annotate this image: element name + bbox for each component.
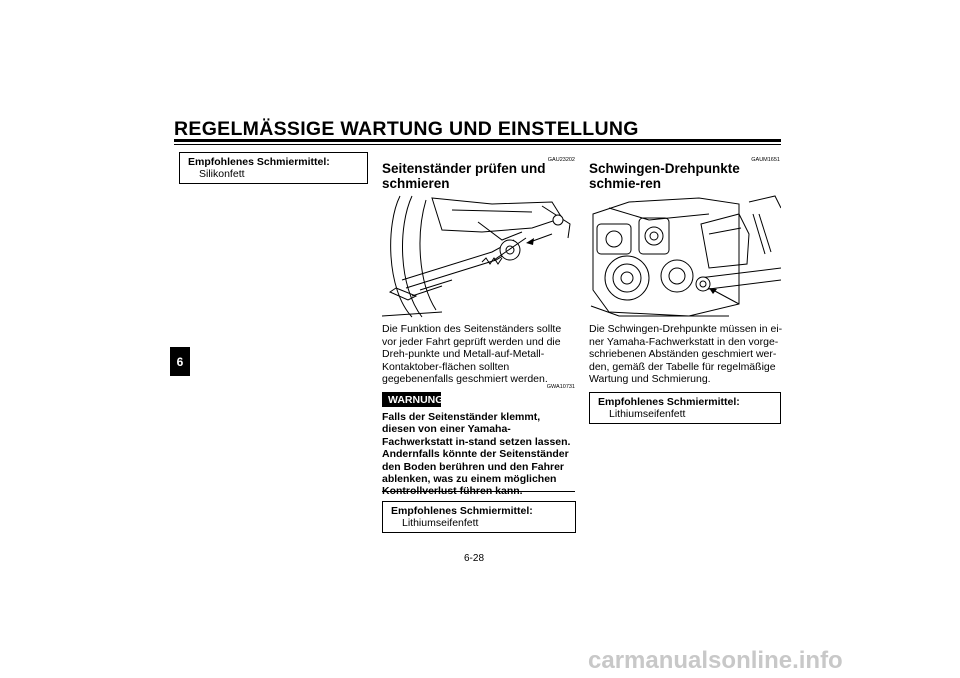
lubricant-box-middle bbox=[382, 501, 576, 533]
header-rule bbox=[174, 139, 781, 142]
warning-end-rule bbox=[382, 491, 575, 492]
lubricant-box-left bbox=[179, 152, 368, 184]
header-rule-thin bbox=[174, 144, 781, 145]
warning-badge bbox=[382, 392, 444, 407]
swingarm-body: Die Schwingen-Drehpunkte müssen in ei-ner Yamaha-Fachwerkstatt in den vorge-schriebenen Abständen geschmiert wer-den, gemäß der Tabelle für regelmäßige Wartung und Schmierung. bbox=[589, 323, 783, 386]
warning-label: WARNUNG bbox=[388, 393, 444, 406]
swingarm-pivot-illustration bbox=[589, 194, 781, 319]
section-code: GAUM1651 bbox=[751, 157, 780, 163]
side-stand-body: Die Funktion des Seitenständers sollte vor jeder Fahrt geprüft werden und die Dreh-punkte und Metall-auf-Metall-Kontaktober-flächen sollten gegebenenfalls geschmiert werden. bbox=[382, 323, 562, 386]
watermark[interactable]: carmanualsonline.info bbox=[588, 647, 843, 674]
lubricant-value: Lithiumseifenfett bbox=[402, 517, 479, 529]
lubricant-value: Lithiumseifenfett bbox=[609, 408, 686, 420]
chapter-tab: 6 bbox=[170, 347, 190, 376]
side-stand-illustration bbox=[382, 194, 576, 319]
lubricant-box-right bbox=[589, 392, 781, 424]
warning-text: Falls der Seitenständer klemmt, diesen von einer Yamaha-Fachwerkstatt in-stand setzen lassen. Andernfalls könnte der Seitenständer den Boden berühren und den Fahrer ablenken, was zu einem möglichen Kontrollverlust führen kann. bbox=[382, 411, 571, 498]
section-heading-swingarm: Schwingen-Drehpunkte schmie-ren bbox=[589, 161, 740, 191]
lubricant-value: Silikonfett bbox=[199, 168, 245, 180]
section-heading-side-stand: Seitenständer prüfen und schmieren bbox=[382, 161, 546, 191]
lubricant-label: Empfohlenes Schmiermittel: bbox=[188, 156, 330, 168]
section-code: GAU23202 bbox=[547, 157, 575, 163]
lubricant-label: Empfohlenes Schmiermittel: bbox=[598, 396, 740, 408]
page-number: 6-28 bbox=[464, 553, 485, 564]
warning-code: GWA10731 bbox=[546, 384, 575, 390]
lubricant-label: Empfohlenes Schmiermittel: bbox=[391, 505, 533, 517]
page-title: REGELMÄSSIGE WARTUNG UND EINSTELLUNG bbox=[174, 118, 639, 140]
